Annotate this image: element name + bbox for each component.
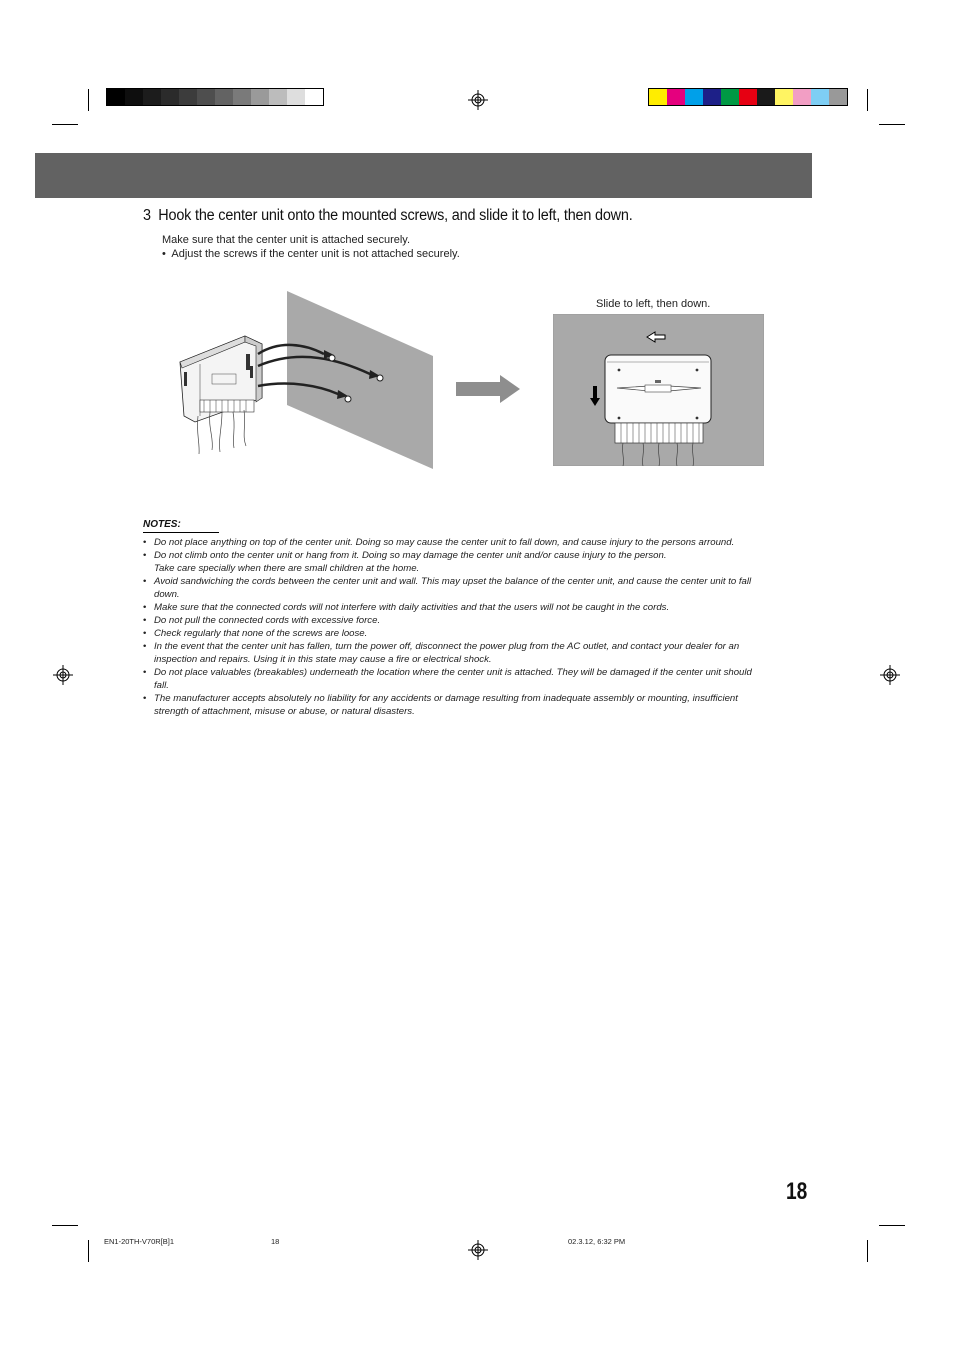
step-title: Hook the center unit onto the mounted screws, and slide it to left, then down. — [158, 207, 633, 224]
color-swatch — [667, 89, 685, 105]
note-text: Avoid sandwiching the cords between the center unit and wall. This may upset the balance of the center unit, and cause the center unit to fall — [154, 576, 752, 587]
gray-calibration-bar — [106, 88, 324, 106]
note-text: fall. — [154, 680, 169, 691]
note-text: Take care specially when there are small children at the home. — [154, 563, 420, 574]
page-number: 18 — [786, 1178, 808, 1205]
step-instruction: Make sure that the center unit is attached securely. — [162, 234, 411, 246]
bullet: • — [143, 550, 147, 561]
bullet: • — [143, 628, 147, 639]
note-item — [143, 601, 813, 614]
note-text: In the event that the center unit has fallen, turn the power off, disconnect the power plug from the AC outlet, and contact your dealer for an — [154, 641, 740, 652]
color-swatch — [197, 89, 215, 105]
note-item — [143, 666, 813, 692]
crop-mark — [52, 124, 78, 125]
color-swatch — [287, 89, 305, 105]
footer-page: 18 — [271, 1237, 280, 1246]
notes-list — [143, 536, 813, 718]
color-swatch — [757, 89, 775, 105]
note-text: down. — [154, 589, 180, 600]
registration-mark-icon — [468, 1240, 488, 1260]
color-swatch — [811, 89, 829, 105]
bullet: • — [143, 667, 147, 678]
bullet: • — [143, 537, 147, 548]
color-swatch — [739, 89, 757, 105]
registration-mark-icon — [880, 665, 900, 685]
color-swatch — [649, 89, 667, 105]
note-item — [143, 640, 813, 666]
note-item — [143, 692, 813, 718]
color-swatch — [305, 89, 323, 105]
note-item — [143, 627, 813, 640]
footer-filename: EN1-20TH-V70R[B]1 — [104, 1237, 175, 1246]
note-text: strength of attachment, misuse or abuse, or natural disasters. — [154, 706, 415, 717]
slide-unit-illustration — [553, 314, 764, 466]
bullet: • — [143, 641, 147, 652]
color-swatch — [179, 89, 197, 105]
bullet: • — [143, 693, 147, 704]
bullet: • — [143, 602, 147, 613]
color-swatch — [685, 89, 703, 105]
hook-unit-illustration — [170, 288, 440, 472]
color-swatch — [233, 89, 251, 105]
note-text: Do not climb onto the center unit or hang from it. Doing so may damage the center unit and/or cause injury to the person. — [154, 550, 667, 561]
section-header-band — [35, 153, 812, 198]
crop-mark — [867, 89, 868, 111]
step-bullet-item — [162, 248, 460, 260]
color-swatch — [125, 89, 143, 105]
note-text: The manufacturer accepts absolutely no liability for any accidents or damage resulting from inadequate assembly or mounting, insufficient — [154, 693, 738, 704]
registration-mark-icon — [468, 90, 488, 110]
color-swatch — [775, 89, 793, 105]
crop-mark — [88, 1240, 89, 1262]
color-swatch — [721, 89, 739, 105]
note-text: Do not place valuables (breakables) underneath the location where the center unit is attached. They will be damaged if the center unit should — [154, 667, 752, 678]
bullet: • — [143, 576, 147, 587]
note-text: Make sure that the connected cords will not interfere with daily activities and that the users will not be caught in the cords. — [154, 602, 670, 613]
crop-mark — [88, 89, 89, 111]
note-item — [143, 536, 813, 549]
color-swatch — [143, 89, 161, 105]
color-swatch — [251, 89, 269, 105]
bullet: • — [143, 615, 147, 626]
color-swatch — [703, 89, 721, 105]
bullet: • — [162, 248, 166, 260]
crop-mark — [52, 1225, 78, 1226]
crop-mark — [879, 1225, 905, 1226]
notes-title: NOTES: — [143, 519, 181, 530]
color-calibration-bar — [648, 88, 848, 106]
color-swatch — [215, 89, 233, 105]
notes-divider — [143, 532, 219, 533]
step-bullet-text: Adjust the screws if the center unit is not attached securely. — [171, 248, 460, 260]
step-number: 3 — [143, 207, 151, 224]
color-swatch — [161, 89, 179, 105]
arrow-right-icon — [456, 375, 522, 403]
crop-mark — [879, 124, 905, 125]
note-item — [143, 575, 813, 601]
figure-caption: Slide to left, then down. — [596, 298, 711, 310]
note-text: inspection and repairs. Using it in this state may cause a fire or electrical shock. — [154, 654, 492, 665]
note-text: Check regularly that none of the screws are loose. — [154, 628, 368, 639]
color-swatch — [793, 89, 811, 105]
crop-mark — [867, 1240, 868, 1262]
color-swatch — [829, 89, 847, 105]
footer-timestamp: 02.3.12, 6:32 PM — [568, 1237, 626, 1246]
note-text: Do not place anything on top of the center unit. Doing so may cause the center unit to fall down, and cause injury to the persons arround. — [154, 537, 735, 548]
color-swatch — [269, 89, 287, 105]
note-item — [143, 549, 813, 575]
step-heading — [143, 207, 794, 225]
color-swatch — [107, 89, 125, 105]
registration-mark-icon — [53, 665, 73, 685]
note-item — [143, 614, 813, 627]
note-text: Do not pull the connected cords with excessive force. — [154, 615, 381, 626]
